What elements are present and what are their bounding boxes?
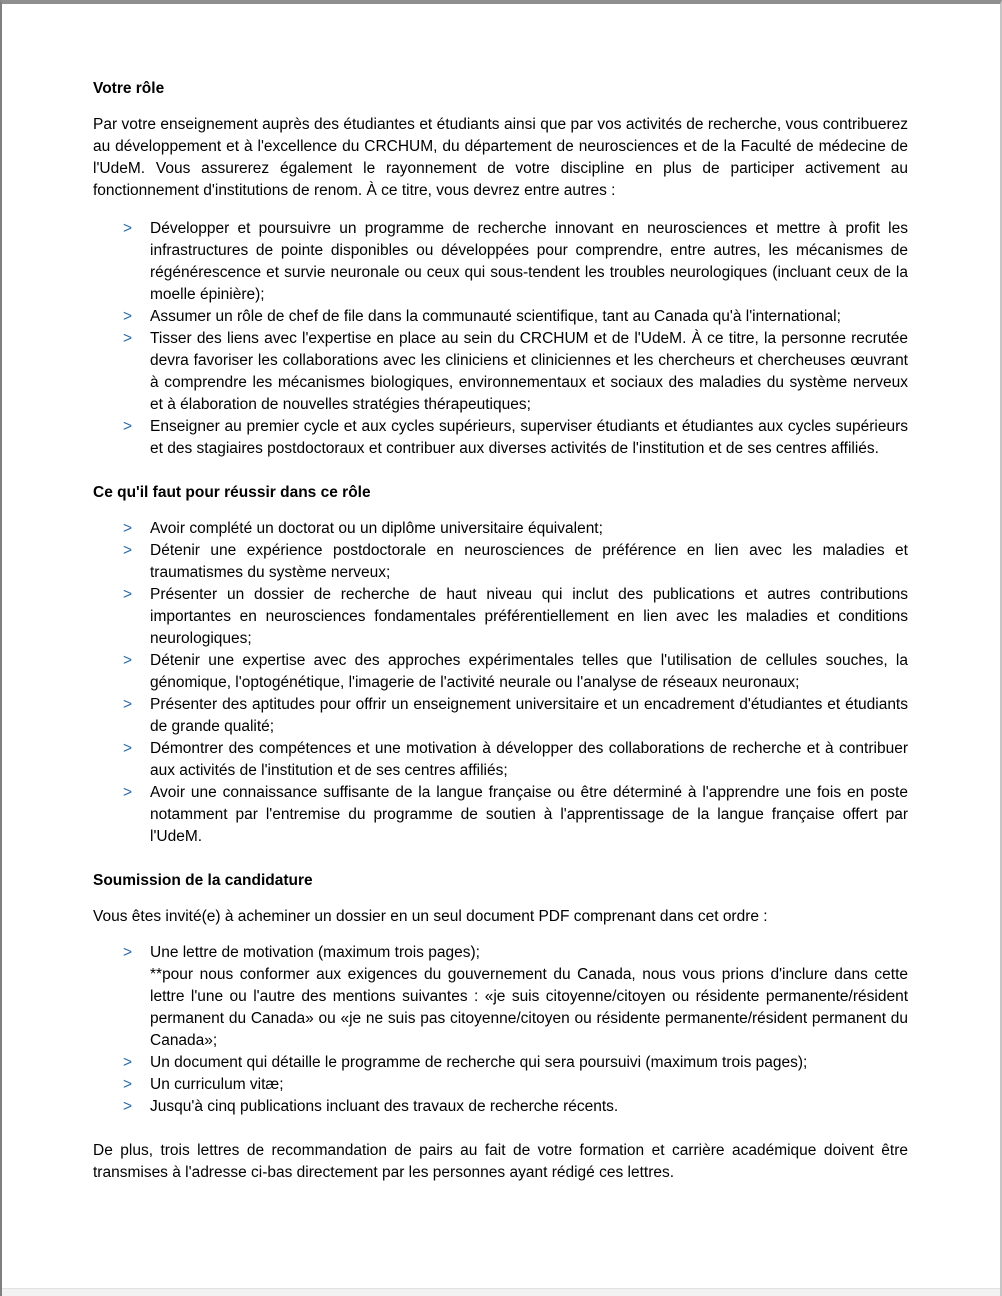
bullet-list-votre-role: [93, 218, 908, 460]
list-item-text: Détenir une expérience postdoctorale en neurosciences de préférence en lien avec les maladies et traumatismes du système nerveux;: [150, 542, 908, 581]
chevron-bullet-icon: >: [123, 418, 133, 435]
chevron-bullet-icon: >: [123, 784, 133, 801]
list-item-text: Un curriculum vitæ;: [150, 1076, 284, 1093]
chevron-bullet-icon: >: [123, 308, 133, 325]
intro-paragraph-soumission: Vous êtes invité(e) à acheminer un dossier en un seul document PDF comprenant dans cet ordre :: [93, 908, 768, 925]
section-heading-reussir-role: Ce qu'il faut pour réussir dans ce rôle: [93, 484, 371, 501]
list-item-text: Démontrer des compétences et une motivation à développer des collaborations de recherche et à contribuer aux activités de l'institution et de ses centres affiliés;: [150, 740, 908, 779]
list-item: [93, 1074, 908, 1096]
list-item: [93, 416, 908, 460]
list-item: [93, 584, 908, 650]
chevron-bullet-icon: >: [123, 1076, 133, 1093]
list-item: [93, 218, 908, 306]
chevron-bullet-icon: >: [123, 740, 133, 757]
chevron-bullet-icon: >: [123, 652, 133, 669]
chevron-bullet-icon: >: [123, 330, 133, 347]
page-bottom-gap: [2, 1288, 1000, 1296]
list-item: [93, 650, 908, 694]
list-item-body: [150, 942, 908, 1052]
list-item: [93, 694, 908, 738]
list-item-text: Un document qui détaille le programme de recherche qui sera poursuivi (maximum trois pages);: [150, 1054, 808, 1071]
chevron-bullet-icon: >: [123, 696, 133, 713]
bullet-list-reussir-role: [93, 518, 908, 848]
chevron-bullet-icon: >: [123, 542, 133, 559]
list-item: [93, 1052, 908, 1074]
chevron-bullet-icon: >: [123, 220, 133, 237]
chevron-bullet-icon: >: [123, 1098, 133, 1115]
chevron-bullet-icon: >: [123, 1054, 133, 1071]
list-item-text: Présenter un dossier de recherche de haut niveau qui inclut des publications et autres contributions importantes en neurosciences fondamentales préférentiellement en lien avec les maladies et conditions neurologiques;: [150, 586, 908, 647]
chevron-bullet-icon: >: [123, 944, 133, 961]
chevron-bullet-icon: >: [123, 586, 133, 603]
section-heading-votre-role: Votre rôle: [93, 80, 165, 97]
closing-paragraph: De plus, trois lettres de recommandation de pairs au fait de votre formation et carrière académique doivent être transmises à l'adresse ci-bas directement par les personnes ayant rédigé ces lettres.: [93, 1142, 908, 1181]
list-item-text: Présenter des aptitudes pour offrir un enseignement universitaire et un encadrement d'étudiantes et étudiants de grande qualité;: [150, 696, 908, 735]
list-item-text: Développer et poursuivre un programme de recherche innovant en neurosciences et mettre à profit les infrastructures de pointe disponibles ou développées pour comprendre, entre autres, les mécanismes de régénérescence et survie neuronale ou ceux qui sous-tendent les troubles neurologiques (incluant ceux de la moelle épinière);: [150, 220, 908, 303]
bullet-list-soumission: [93, 942, 908, 1118]
list-item: [93, 1096, 908, 1118]
list-item: [93, 306, 908, 328]
list-item-text: Enseigner au premier cycle et aux cycles supérieurs, superviser étudiants et étudiantes aux cycles supérieurs et des stagiaires postdoctoraux et contribuer aux diverses activités de l'institution et de ses centres affiliés.: [150, 418, 908, 457]
list-item-note: **pour nous conformer aux exigences du gouvernement du Canada, nous vous prions d'inclure dans cette lettre l'une ou l'autre des mentions suivantes : «je suis citoyenne/citoyen ou résidente permanente/résident permanent du Canada» ou «je ne suis pas citoyenne/citoyen ou résidente permanente/résident permanent du Canada»;: [150, 966, 908, 1049]
list-item: [93, 518, 908, 540]
document-page: [2, 4, 1000, 1184]
list-item-text: Tisser des liens avec l'expertise en place au sein du CRCHUM et de l'UdeM. À ce titre, la personne recrutée devra favoriser les collaborations avec les cliniciens et cliniciennes et les chercheurs et chercheuses œuvrant à comprendre les mécanismes biologiques, environnementaux et sociaux des maladies du système nerveux et à élaboration de nouvelles stratégies thérapeutiques;: [150, 330, 908, 413]
list-item: [93, 738, 908, 782]
list-item: [93, 540, 908, 584]
list-item-text: Avoir complété un doctorat ou un diplôme universitaire équivalent;: [150, 520, 603, 537]
list-item-text: Détenir une expertise avec des approches expérimentales telles que l'utilisation de cellules souches, la génomique, l'optogénétique, l'imagerie de l'activité neurale ou l'analyse de réseaux neuronaux;: [150, 652, 908, 691]
list-item: [93, 782, 908, 848]
chevron-bullet-icon: >: [123, 520, 133, 537]
intro-paragraph-votre-role: Par votre enseignement auprès des étudiantes et étudiants ainsi que par vos activités de recherche, vous contribuerez au développement et à l'excellence du CRCHUM, du département de neurosciences et de la Faculté de médecine de l'UdeM. Vous assurerez également le rayonnement de votre discipline en plus de participer activement au fonctionnement d'institutions de renom. À ce titre, vous devrez entre autres :: [93, 116, 908, 199]
list-item-text: Avoir une connaissance suffisante de la langue française ou être déterminé à l'apprendre une fois en poste notamment par l'entremise du programme de soutien à l'apprentissage de la langue française offert par l'UdeM.: [150, 784, 908, 845]
list-item: [93, 942, 908, 1052]
list-item-text: Jusqu'à cinq publications incluant des travaux de recherche récents.: [150, 1098, 619, 1115]
list-item: [93, 328, 908, 416]
section-heading-soumission: Soumission de la candidature: [93, 872, 313, 889]
list-item-text: Assumer un rôle de chef de file dans la communauté scientifique, tant au Canada qu'à l'international;: [150, 308, 841, 325]
list-item-text: Une lettre de motivation (maximum trois pages);: [150, 944, 480, 961]
